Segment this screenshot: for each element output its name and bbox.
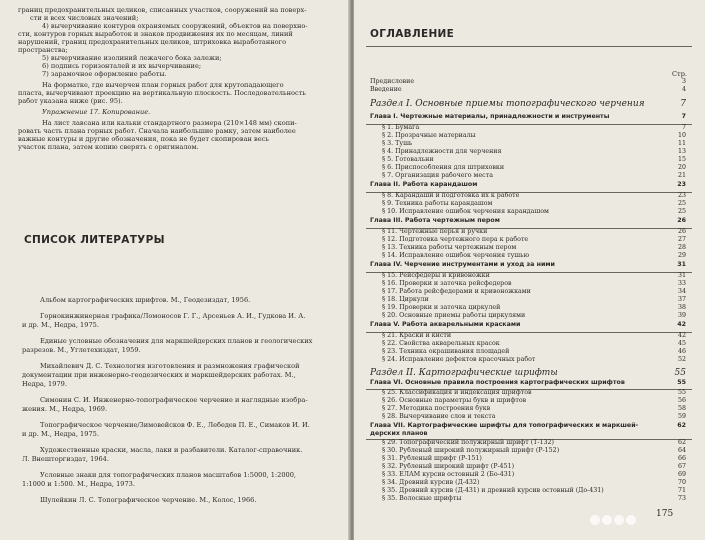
- toc-item: [382, 280, 686, 288]
- toc-entry-title: § 18. Циркули: [382, 296, 429, 303]
- toc-entry-page: 4: [681, 86, 686, 93]
- toc-entry-title: § 5. Готовальни: [382, 156, 434, 163]
- toc-entry-page: 59: [677, 413, 686, 420]
- toc-entry-title: § 34. Древний курсив (Д-432): [382, 479, 480, 486]
- toc-item: [382, 455, 686, 463]
- toc-entry-title: § 29. Топографический полужирный шрифт (Т-132): [382, 439, 554, 446]
- toc-entry-page: 7: [680, 99, 686, 109]
- body-text-line: участок плана, затем копию сверять с оригиналом.: [18, 143, 199, 151]
- toc-chapter: [370, 422, 686, 430]
- toc-entry-page: 10: [677, 132, 686, 139]
- toc-entry-page: 42: [677, 321, 686, 328]
- toc-entry-page: 26: [677, 228, 686, 235]
- body-text-line: пласта, вычерчивают проекцию на вертикальную плоскость. Последовательность: [18, 89, 306, 97]
- toc-item: [382, 192, 686, 200]
- literature-entry-line: Недра, 1979.: [22, 380, 67, 388]
- toc-chapter: [370, 261, 686, 269]
- literature-entry-line: разрезов. М., Углетехиздат, 1959.: [22, 346, 141, 354]
- toc-entry-title: § 35. Древний курсив (Д-431) и древний курсив остовный (До-431): [382, 487, 604, 494]
- toc-entry-title: § 27. Методика построения букв: [382, 405, 491, 412]
- body-text-line: На лист лавсана или кальки стандартного размера (210×148 мм) скопи-: [42, 119, 297, 127]
- toc-entry-title: § 8. Карандаши и подготовка их к работе: [382, 192, 520, 199]
- toc-item: [382, 397, 686, 405]
- toc-entry-page: 20: [677, 164, 686, 171]
- toc-entry-title: § 19. Проверки и заточка циркулей: [382, 304, 501, 311]
- toc-item: [382, 389, 686, 397]
- toc-entry-page: 26: [677, 217, 686, 224]
- toc-entry-page: 52: [677, 356, 686, 363]
- toc-entry-title: § 25. Классификация и индексация шрифтов: [382, 389, 532, 396]
- toc-entry-page: 45: [677, 340, 686, 347]
- toc-item: [382, 140, 686, 148]
- toc-entry-title: § 10. Исправление ошибок черчения карандашом: [382, 208, 549, 215]
- literature-heading: СПИСОК ЛИТЕРАТУРЫ: [24, 234, 165, 246]
- toc-item: [382, 244, 686, 252]
- toc-front-matter: [370, 86, 686, 94]
- toc-entry-page: 27: [677, 236, 686, 243]
- toc-entry-page: 11: [677, 140, 686, 147]
- toc-entry-title: Глава VI. Основные правила построения картографических шрифтов: [370, 379, 625, 386]
- toc-entry-title: Предисловие: [370, 78, 415, 85]
- toc-entry-title: § 15. Рейсфедеры и кривоножки: [382, 272, 490, 279]
- toc-item: [382, 413, 686, 421]
- toc-entry-title: Раздел I. Основные приемы топографического черчения: [370, 99, 645, 109]
- literature-entry-line: Единые условные обозначения для маркшейдерских планов и геологических: [40, 337, 313, 345]
- toc-item: [382, 252, 686, 260]
- toc-item: [382, 228, 686, 236]
- toc-item: [382, 148, 686, 156]
- toc-entry-title: § 22. Свойства акварельных красок: [382, 340, 500, 347]
- toc-entry-title: § 26. Основные параметры букв и шрифтов: [382, 397, 527, 404]
- toc-item: [382, 304, 686, 312]
- toc-entry-title: § 20. Основные приемы работы циркулями: [382, 312, 526, 319]
- toc-entry-title: § 24. Исправление дефектов красочных работ: [382, 356, 536, 363]
- toc-entry-page: 46: [677, 348, 686, 355]
- toc-item: [382, 479, 686, 487]
- toc-item: [382, 124, 686, 132]
- literature-entry-line: документации при инженерно-геодезических и маркшейдерских работах. М.,: [22, 371, 296, 379]
- literature-entry-line: и др. М., Недра, 1975.: [22, 430, 99, 438]
- body-text-line: сти, контуров горных выработок и знаков продвижения их по месяцам, линий: [18, 30, 293, 38]
- toc-item: [382, 208, 686, 216]
- toc-entry-page: 7: [681, 113, 686, 120]
- right-page: [354, 0, 705, 540]
- toc-entry-title: § 16. Проверки и заточка рейсфедеров: [382, 280, 512, 287]
- toc-entry-title: § 3. Тушь: [382, 140, 413, 147]
- body-text-line: нарушений, границ предохранительных целиков, штриховка выработанного: [18, 38, 287, 46]
- toc-entry-title: § 1. Бумага: [382, 124, 420, 131]
- toc-entry-title: § 4. Принадлежности для черчения: [382, 148, 502, 155]
- left-page: [0, 0, 350, 540]
- toc-entry-page: 62: [677, 422, 686, 429]
- toc-item: [382, 296, 686, 304]
- toc-entry-page: 58: [677, 405, 686, 412]
- toc-entry-title: § 33. ЕЛАМ курсив остовный 2 (Бо-431): [382, 471, 515, 478]
- toc-entry-page: 64: [677, 447, 686, 454]
- toc-entry-page: 29: [677, 252, 686, 259]
- literature-entry-line: Топографическое черчение/Зимовейсков Ф. Е., Лебедев П. Е., Симаков И. И.: [40, 421, 310, 429]
- toc-item: [382, 200, 686, 208]
- toc-entry-page: 31: [677, 272, 686, 279]
- body-text-line: Упражнение 17. Копирование.: [42, 108, 151, 116]
- toc-entry-page: 69: [677, 471, 686, 478]
- toc-item: [382, 164, 686, 172]
- toc-entry-title: § 32. Рубленый широкий шрифт (Р-451): [382, 463, 515, 470]
- page-column-label: Стр.: [672, 70, 688, 78]
- toc-entry-title: § 28. Вычерчивание слов и текста: [382, 413, 496, 420]
- literature-entry-line: жения. М., Недра, 1969.: [22, 405, 108, 413]
- literature-entry-line: Художественные краски, масла, лаки и разбавители. Каталог-справочник.: [40, 446, 303, 454]
- literature-entry-line: Симонин С. И. Инженерно-топографическое черчение и наглядные изобра-: [40, 396, 308, 404]
- toc-entry-title: Раздел II. Картографические шрифты: [370, 368, 558, 378]
- body-text-line: сти и всех числовых значений;: [30, 14, 139, 22]
- toc-entry-title: § 21. Краски и кисти: [382, 332, 452, 339]
- toc-entry-title: § 30. Рубленый широкий полужирный шрифт (Р-152): [382, 447, 560, 454]
- toc-entry-page: 55: [677, 379, 686, 386]
- toc-entry-page: 34: [677, 288, 686, 295]
- body-text-line: 4) вычерчивание контуров охраняемых сооружений, объектов на поверхно-: [42, 22, 308, 30]
- toc-entry-page: 62: [677, 439, 686, 446]
- literature-entry-line: Альбом картографических шрифтов. М., Геодезиздат, 1956.: [40, 296, 251, 304]
- toc-item: [382, 236, 686, 244]
- toc-item: [382, 356, 686, 364]
- toc-entry-page: 66: [677, 455, 686, 462]
- contents-heading: ОГЛАВЛЕНИЕ: [370, 28, 455, 40]
- toc-entry-page: 55: [674, 368, 686, 378]
- toc-entry-title: Глава VII. Картографические шрифты для топографических и маркшей-: [370, 422, 639, 429]
- toc-entry-title: § 17. Работа рейсфедерами и кривоножками: [382, 288, 531, 295]
- body-text-line: На форматке, где вычерчен план горных работ для крутопадающего: [42, 81, 284, 89]
- toc-chapter: [370, 321, 686, 329]
- toc-chapter-continuation: дерских планов: [370, 430, 428, 437]
- toc-entry-title: § 14. Исправление ошибок черчения тушью: [382, 252, 530, 259]
- toc-section: [370, 367, 686, 379]
- toc-entry-title: Введение: [370, 86, 402, 93]
- toc-entry-page: 23: [677, 181, 686, 188]
- toc-item: [382, 439, 686, 447]
- body-text-line: границ предохранительных целиков, списанных участков, сооружений на поверх-: [18, 6, 307, 14]
- page-number: 175: [656, 509, 674, 519]
- toc-entry-page: 31: [677, 261, 686, 268]
- toc-entry-page: 42: [677, 332, 686, 339]
- toc-item: [382, 288, 686, 296]
- toc-entry-title: Глава III. Работа чертежным пером: [370, 217, 500, 224]
- toc-entry-title: Глава V. Работа акварельными красками: [370, 321, 521, 328]
- toc-entry-title: § 35. Волосные шрифты: [382, 495, 462, 502]
- body-text-line: ровать часть плана горных работ. Сначала наибольшие рамку, затем наиболее: [18, 127, 296, 135]
- body-text-line: 6) подпись горизонталей и их вычерчивание;: [42, 62, 202, 70]
- heading-rule: [366, 46, 692, 47]
- literature-entry-line: и др. М., Недра, 1975.: [22, 321, 99, 329]
- toc-entry-page: 73: [677, 495, 686, 502]
- toc-entry-page: 28: [677, 244, 686, 251]
- literature-entry-line: Горнокинжинерная графика/Ломоносов Г. Г., Арсеньев А. И., Гудкова И. А.: [40, 312, 306, 320]
- toc-entry-page: 70: [677, 479, 686, 486]
- toc-entry-page: 21: [677, 172, 686, 179]
- toc-front-matter: [370, 78, 686, 86]
- toc-entry-page: 33: [677, 280, 686, 287]
- body-text-line: важные контуры и другие обозначения, пока не будет скопирован весь: [18, 135, 269, 143]
- body-text-line: 5) вычерчивание изолиний лежачего бока залежи;: [42, 54, 222, 62]
- toc-entry-page: 15: [677, 156, 686, 163]
- toc-item: [382, 495, 686, 503]
- toc-chapter: [370, 181, 686, 189]
- toc-entry-page: 71: [677, 487, 686, 494]
- toc-entry-page: 23: [677, 192, 686, 199]
- toc-entry-page: 25: [677, 200, 686, 207]
- body-text-line: 7) зарамочное оформление работы.: [42, 70, 167, 78]
- literature-entry-line: Л. Внешторгиздат, 1964.: [22, 455, 109, 463]
- toc-entry-title: § 31. Рубленый шрифт (Р-151): [382, 455, 482, 462]
- toc-item: [382, 471, 686, 479]
- toc-item: [382, 405, 686, 413]
- toc-item: [382, 312, 686, 320]
- toc-entry-page: 67: [677, 463, 686, 470]
- toc-item: [382, 172, 686, 180]
- toc-entry-title: § 23. Техника окрашивания площадей: [382, 348, 510, 355]
- toc-entry-title: Глава II. Работа карандашом: [370, 181, 478, 188]
- toc-entry-page: 39: [677, 312, 686, 319]
- toc-chapter: [370, 113, 686, 121]
- toc-item: [382, 272, 686, 280]
- toc-entry-page: 3: [681, 78, 686, 85]
- toc-entry-page: 25: [677, 208, 686, 215]
- toc-item: [382, 132, 686, 140]
- toc-entry-title: § 7. Организация рабочего места: [382, 172, 493, 179]
- toc-entry-page: 13: [677, 148, 686, 155]
- toc-item: [382, 487, 686, 495]
- watermark-logo: [590, 512, 638, 528]
- toc-entry-page: 56: [677, 397, 686, 404]
- toc-entry-title: § 11. Чертежные перья и ручки: [382, 228, 488, 235]
- toc-entry-title: § 13. Техника работы чертежным пером: [382, 244, 517, 251]
- body-text-line: пространства;: [18, 46, 68, 54]
- toc-entry-title: Глава IV. Черчение инструментами и уход за ними: [370, 261, 555, 268]
- toc-entry-title: § 12. Подготовка чертежного пера к работе: [382, 236, 529, 243]
- toc-chapter: [370, 217, 686, 225]
- literature-entry-line: Условные знаки для топографических планов масштабов 1:5000, 1:2000,: [40, 471, 297, 479]
- toc-entry-page: 7: [681, 124, 686, 131]
- toc-item: [382, 332, 686, 340]
- literature-entry-line: Шулейкин Л. С. Топографическое черчение. М., Колос, 1966.: [40, 496, 257, 504]
- toc-item: [382, 463, 686, 471]
- toc-entry-title: Глава I. Чертежные материалы, принадлежности и инструменты: [370, 113, 610, 120]
- toc-entry-page: 37: [677, 296, 686, 303]
- toc-item: [382, 447, 686, 455]
- literature-entry-line: Михайлевич Д. С. Технология изготовления и размножения графической: [40, 362, 300, 370]
- toc-item: [382, 340, 686, 348]
- toc-entry-title: § 2. Прозрачные материалы: [382, 132, 476, 139]
- toc-entry-page: 38: [677, 304, 686, 311]
- toc-chapter: [370, 379, 686, 387]
- literature-entry-line: 1:1000 и 1:500. М., Недра, 1973.: [22, 480, 135, 488]
- toc-item: [382, 348, 686, 356]
- body-text-line: работ указана ниже (рис. 95).: [18, 97, 123, 105]
- toc-entry-page: 55: [677, 389, 686, 396]
- toc-entry-title: § 9. Техника работы карандашом: [382, 200, 493, 207]
- toc-entry-title: § 6. Приспособления для штриховки: [382, 164, 505, 171]
- toc-item: [382, 156, 686, 164]
- toc-section: [370, 98, 686, 110]
